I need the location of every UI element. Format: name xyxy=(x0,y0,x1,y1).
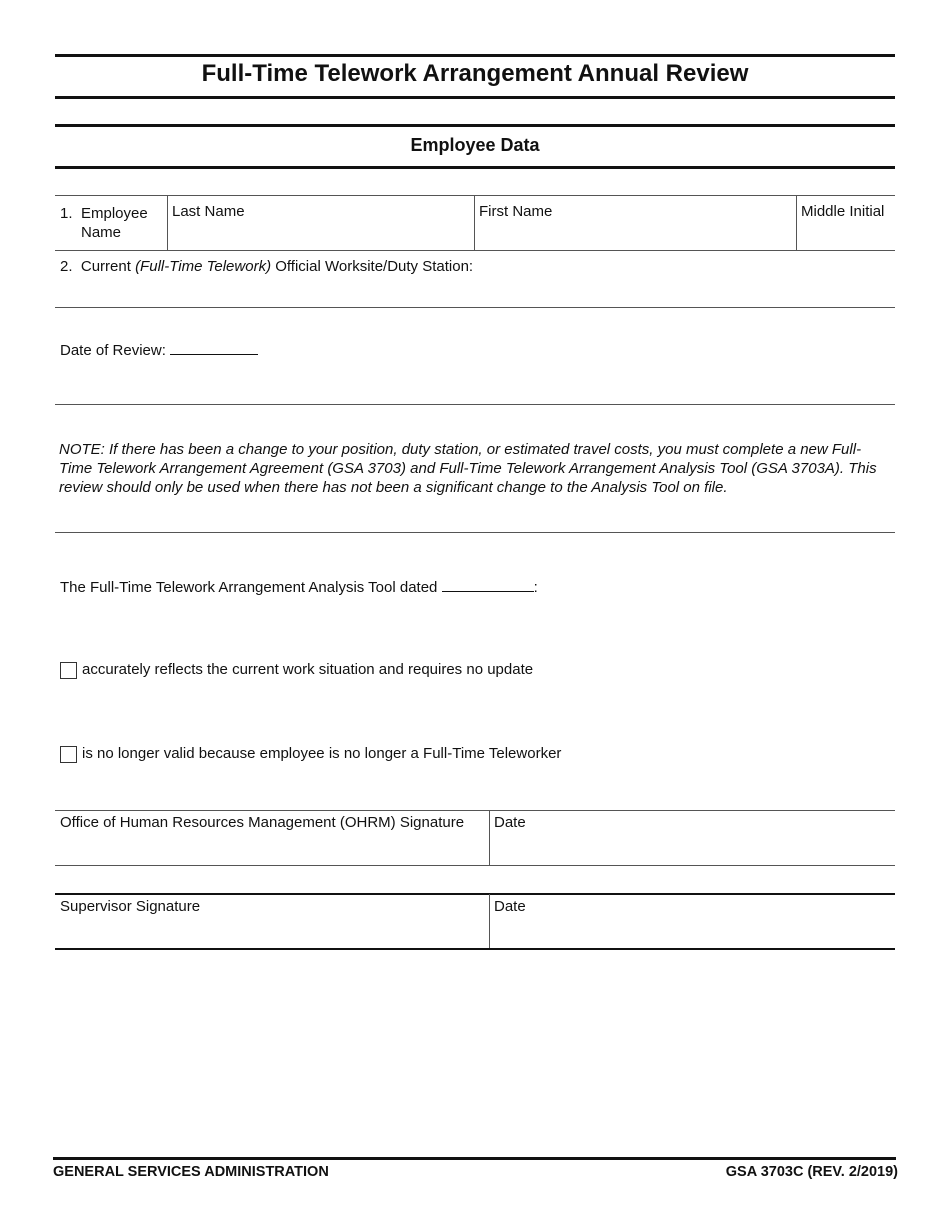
supervisor-top-rule xyxy=(55,893,895,895)
option-1-checkbox[interactable] xyxy=(60,662,77,679)
ohrm-signature-field[interactable]: Office of Human Resources Management (OHRM) Signature xyxy=(60,814,465,831)
date-of-review-label: Date of Review: xyxy=(60,342,166,359)
date-of-review-row xyxy=(60,340,258,359)
worksite-bottom-rule xyxy=(55,307,895,308)
analysis-tool-date-blank[interactable] xyxy=(442,577,534,592)
worksite-suffix: Official Worksite/Duty Station: xyxy=(275,258,474,275)
last-name-field[interactable]: Last Name xyxy=(172,203,245,220)
analysis-tool-text: The Full-Time Telework Arrangement Analysis Tool dated xyxy=(60,579,438,596)
option-2-checkbox[interactable] xyxy=(60,746,77,763)
section-title: Employee Data xyxy=(410,135,540,155)
note-bottom-rule xyxy=(55,532,895,533)
ohrm-divider xyxy=(489,810,490,866)
option-2-label: is no longer valid because employee is no longer a Full-Time Teleworker xyxy=(82,745,562,762)
name-divider-2 xyxy=(474,195,475,251)
footer-agency: GENERAL SERVICES ADMINISTRATION xyxy=(53,1164,329,1180)
footer-rule xyxy=(53,1157,896,1160)
worksite-number: 2. xyxy=(60,258,73,275)
option-1-label: accurately reflects the current work situation and requires no update xyxy=(82,661,534,678)
worksite-prefix: Current xyxy=(80,258,131,275)
employee-name-label-line1: Employee xyxy=(81,205,148,222)
footer-form-number: GSA 3703C (REV. 2/2019) xyxy=(725,1164,898,1180)
supervisor-bottom-rule xyxy=(55,948,895,950)
analysis-tool-row xyxy=(60,577,538,596)
worksite-field[interactable] xyxy=(60,258,890,302)
date-bottom-rule xyxy=(55,404,895,405)
section-bottom-rule xyxy=(55,166,895,169)
name-divider-3 xyxy=(796,195,797,251)
date-of-review-blank[interactable] xyxy=(170,340,258,355)
middle-initial-field[interactable]: Middle Initial xyxy=(801,203,885,220)
title-top-rule xyxy=(55,54,895,57)
analysis-tool-colon: : xyxy=(533,579,538,596)
ohrm-top-rule xyxy=(55,810,895,811)
ohrm-date-field[interactable]: Date xyxy=(494,814,526,831)
worksite-italic: (Full-Time Telework) xyxy=(135,258,272,275)
title-bottom-rule xyxy=(55,96,895,99)
name-row-top-rule xyxy=(55,195,895,196)
name-divider-1 xyxy=(167,195,168,251)
supervisor-signature-field[interactable]: Supervisor Signature xyxy=(60,898,201,915)
name-row-bottom-rule xyxy=(55,250,895,251)
form-title: Full-Time Telework Arrangement Annual Review xyxy=(201,60,749,87)
ohrm-bottom-rule xyxy=(55,865,895,866)
note-text: NOTE: If there has been a change to your position, duty station, or estimated travel costs, you must complete a new Full-Time Telework Arrangement Agreement (GSA 3703) and Full-Time Telework Arrangement Analysis Tool (GSA 3703A). This review should only be used when there has not been a significant change to the Analysis Tool on file. xyxy=(59,441,877,496)
first-name-field[interactable]: First Name xyxy=(479,203,553,220)
section-top-rule xyxy=(55,124,895,127)
supervisor-date-field[interactable]: Date xyxy=(494,898,526,915)
employee-name-number: 1. xyxy=(60,205,73,222)
employee-name-label-line2: Name xyxy=(81,224,122,241)
supervisor-divider xyxy=(489,894,490,949)
